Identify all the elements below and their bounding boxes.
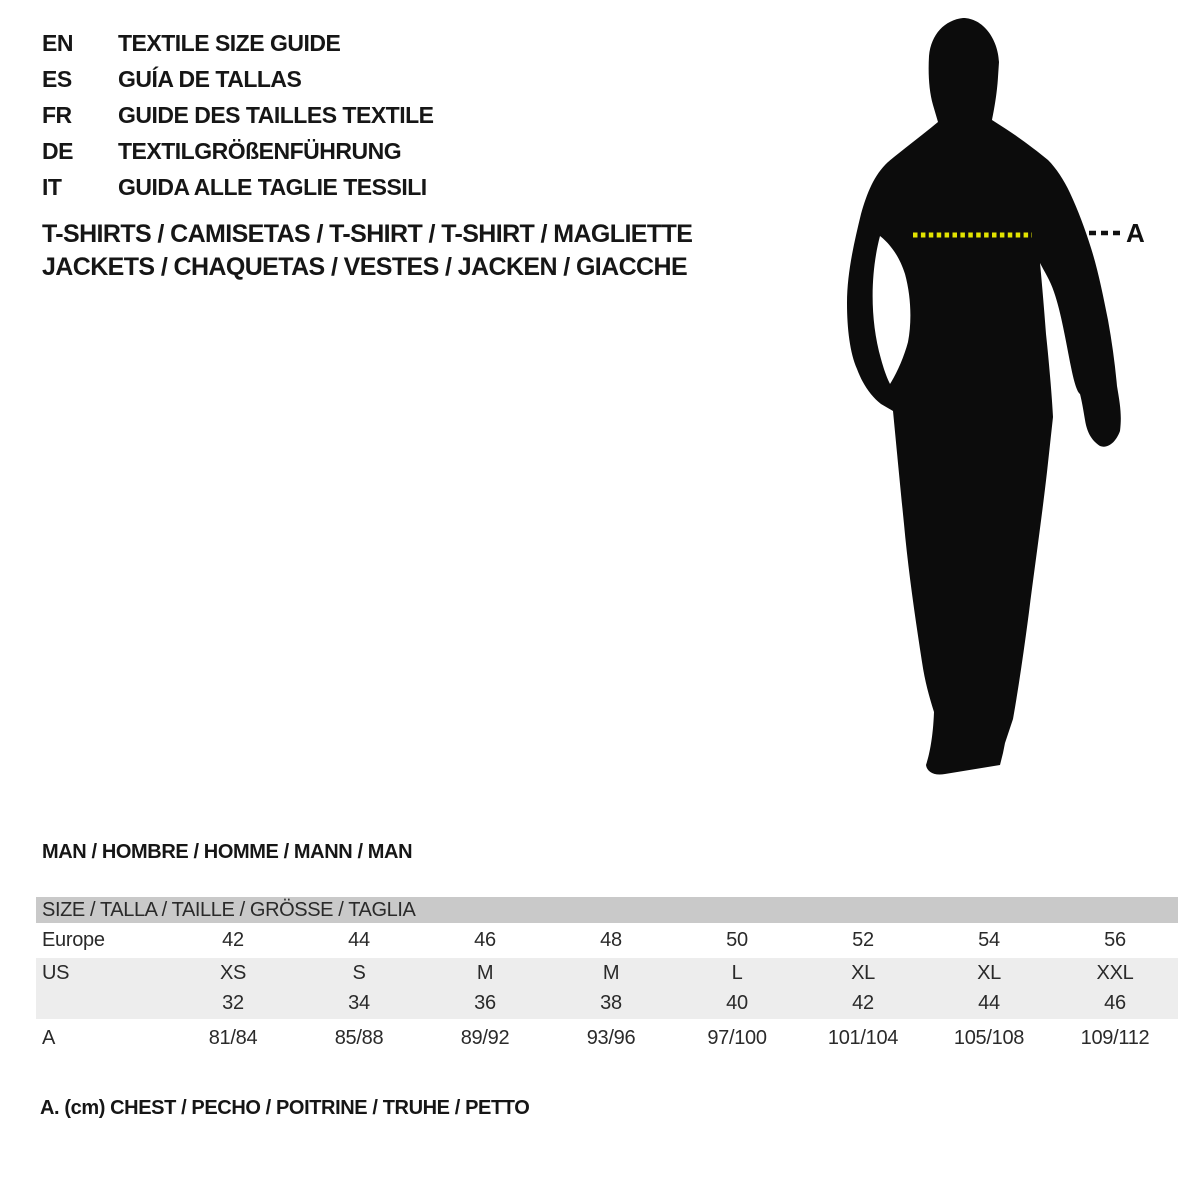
lang-code: IT	[42, 173, 62, 200]
size-cell: 89/92	[460, 1026, 510, 1049]
product-line-tshirts: T-SHIRTS / CAMISETAS / T-SHIRT / T-SHIRT / MAGLIETTE	[42, 220, 693, 248]
size-cell: XL	[977, 961, 1001, 984]
size-cell: 42	[222, 929, 244, 951]
size-cell: XS	[219, 961, 247, 984]
size-cell: 101/104	[827, 1026, 899, 1049]
size-cell: 81/84	[208, 1026, 258, 1049]
table-row-us	[36, 958, 1178, 988]
lang-row-en	[42, 25, 434, 61]
lang-title: GUÍA DE TALLAS	[118, 65, 302, 92]
language-list	[42, 25, 434, 205]
size-cell: 42	[852, 992, 874, 1014]
size-cell: 46	[1104, 992, 1126, 1014]
size-table	[36, 897, 1178, 1057]
lang-row-it	[42, 169, 434, 205]
size-cell: 38	[600, 992, 622, 1014]
silhouette-shape	[847, 18, 1121, 775]
size-cell: 44	[348, 929, 370, 951]
lang-row-de	[42, 133, 434, 169]
size-cell: 32	[222, 992, 244, 1014]
size-cell: S	[352, 961, 366, 984]
product-line-jackets: JACKETS / CHAQUETAS / VESTES / JACKEN / GIACCHE	[42, 253, 688, 281]
measure-label-a: A	[1126, 218, 1145, 248]
size-cell: 85/88	[334, 1026, 384, 1049]
size-cell: 50	[726, 929, 748, 951]
size-cell: 93/96	[586, 1026, 636, 1049]
table-row-europe	[36, 923, 1178, 958]
lang-code: EN	[42, 29, 73, 56]
section-title-man: MAN / HOMBRE / HOMME / MANN / MAN	[42, 841, 413, 863]
size-cell: 54	[978, 929, 1000, 951]
size-cell: XL	[851, 961, 875, 984]
size-cell: 44	[978, 992, 1000, 1014]
size-cell: 56	[1104, 929, 1126, 951]
size-table-header: SIZE / TALLA / TAILLE / GRÖSSE / TAGLIA	[36, 897, 1178, 923]
row-label: A	[42, 1026, 56, 1049]
man-figure	[840, 12, 1150, 777]
table-row-us-numeric	[36, 988, 1178, 1019]
size-cell: 46	[474, 929, 496, 951]
size-cell: 36	[474, 992, 496, 1014]
lang-row-es	[42, 61, 434, 97]
size-cell: M	[602, 961, 620, 984]
measurement-footnote: A. (cm) CHEST / PECHO / POITRINE / TRUHE / PETTO	[40, 1097, 530, 1119]
size-cell: 40	[726, 992, 748, 1014]
lang-row-fr	[42, 97, 434, 133]
lang-title: TEXTILGRÖßENFÜHRUNG	[118, 137, 402, 164]
lang-title: GUIDA ALLE TAGLIE TESSILI	[118, 173, 427, 200]
size-cell: 97/100	[707, 1026, 767, 1049]
lang-code: FR	[42, 101, 72, 128]
table-row-chest-cm	[36, 1019, 1178, 1057]
lang-code: ES	[42, 65, 72, 92]
man-silhouette	[840, 12, 1150, 777]
lang-title: TEXTILE SIZE GUIDE	[118, 29, 341, 56]
size-cell: M	[476, 961, 494, 984]
product-categories	[42, 218, 692, 284]
lang-code: DE	[42, 137, 73, 164]
size-cell: 34	[348, 992, 370, 1014]
lang-title: GUIDE DES TAILLES TEXTILE	[118, 101, 434, 128]
size-cell: 48	[600, 929, 622, 951]
size-cell: 105/108	[953, 1026, 1025, 1049]
size-cell: XXL	[1096, 961, 1134, 984]
row-label: Europe	[42, 929, 105, 951]
size-cell: 109/112	[1080, 1026, 1150, 1049]
row-label: US	[42, 961, 70, 984]
size-cell: L	[731, 961, 743, 984]
size-cell: 52	[852, 929, 874, 951]
